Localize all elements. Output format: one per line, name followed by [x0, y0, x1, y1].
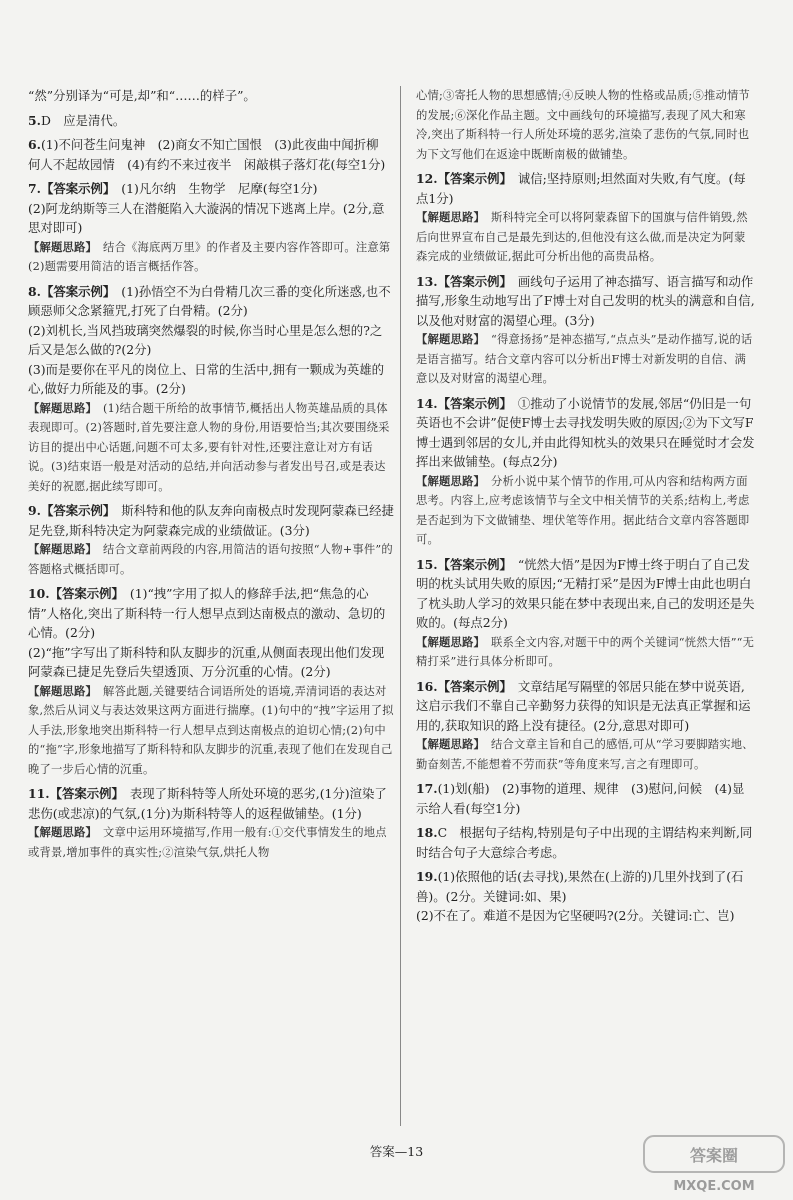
analysis-text: 分析小说中某个情节的作用,可从内容和结构两方面思考。内容上,应考虑该情节与全文中相关情节的关系;结构上,考虑是否起到为下文做铺垫、埋伏笔等作用。据此结合文章内容答题即可。 — [416, 474, 750, 546]
question-item — [28, 179, 394, 277]
question-number: 17. — [416, 781, 438, 796]
analysis-paragraph — [28, 682, 394, 780]
answer-text: (2)不在了。难道不是因为它坚硬吗?(2分。关键词:亡、岂) — [416, 908, 735, 923]
answer-paragraph — [416, 867, 756, 906]
answer-text: “然”分别译为“可是,却”和“……的样子”。 — [28, 88, 256, 103]
question-item — [416, 394, 756, 550]
analysis-text: (1)结合题干所给的故事情节,概括出人物英雄品质的具体表现即可。(2)答题时,首先要注意人物的身份,用语要恰当;其次要围绕采访目的提出中心话题,问题不可太多,要有针对性,还要注意让对方有话说。(3)结束语一般是对活动的总结,并向活动参与者发出号召,或是表达美好的祝愿,据此续写即可。 — [28, 401, 390, 493]
question-number: 7. — [28, 181, 41, 196]
analysis-tag: 【解题思路】 — [28, 825, 97, 839]
question-item — [416, 677, 756, 775]
answer-text: 诚信;坚持原则;坦然面对失败,有气度。(每点1分) — [416, 171, 746, 206]
question-item — [28, 86, 394, 106]
analysis-paragraph — [416, 330, 756, 389]
answer-example-tag: 【答案示例】 — [40, 503, 116, 518]
answer-paragraph — [416, 823, 756, 862]
answer-paragraph — [28, 199, 394, 238]
answer-paragraph — [28, 282, 394, 321]
analysis-tag: 【解题思路】 — [28, 683, 97, 698]
question-number: 5. — [28, 112, 41, 128]
answer-example-tag: 【答案示例】 — [437, 171, 512, 186]
analysis-text: “得意扬扬”是神态描写,“点点头”是动作描写,说的话是语言描写。结合文章内容可以分析出F博士对新发明的自信、满意以及对财富的渴望心理。 — [416, 333, 753, 385]
answer-text: (1)划(船) (2)事物的道理、规律 (3)慰问,问候 (4)显示给人看(每空1分) — [416, 781, 745, 816]
answer-example-tag: 【答案示例】 — [437, 395, 512, 411]
analysis-paragraph — [28, 238, 394, 277]
answer-example-tag: 【答案示例】 — [40, 181, 116, 196]
watermark-logo — [640, 1128, 790, 1196]
question-item — [416, 823, 756, 862]
answer-example-tag: 【答案示例】 — [437, 273, 512, 289]
answer-paragraph — [28, 643, 394, 682]
analysis-text: 结合《海底两万里》的作者及主要内容作答即可。注意第(2)题需要用简洁的语言概括作答。 — [28, 240, 391, 273]
question-item — [416, 555, 756, 672]
question-number: 11. — [28, 786, 50, 801]
question-item — [416, 867, 756, 926]
answer-paragraph — [28, 360, 394, 399]
answer-text: (1)凡尔纳 生物学 尼摩(每空1分) — [121, 181, 318, 196]
analysis-tag: 【解题思路】 — [28, 542, 97, 556]
page-footer: 答案—13 — [369, 1144, 424, 1159]
question-item — [28, 282, 394, 497]
question-number: 14. — [416, 395, 438, 411]
answer-text: 画线句子运用了神态描写、语言描写和动作描写,形象生动地写出了F博士对自己发明的枕头的满意和自信,以及他对财富的渴望心理。(3分) — [416, 273, 755, 328]
answer-text: (1)不问苍生问鬼神 (2)商女不知亡国恨 (3)此夜曲中闻折柳 何人不起故园情 (4)有约不来过夜半 闲敲棋子落灯花(每空1分) — [28, 137, 391, 172]
question-item — [28, 784, 394, 862]
analysis-tag: 【解题思路】 — [416, 737, 485, 751]
watermark-line1: 答案圈 — [689, 1146, 739, 1165]
question-item — [28, 135, 394, 174]
question-item — [28, 584, 394, 779]
analysis-paragraph — [416, 472, 756, 550]
answer-text: (1)“拽”字用了拟人的修辞手法,把“焦急的心情”人格化,突出了斯科特一行人想早点到达南极点的激动、急切的心情。(2分) — [28, 586, 386, 640]
analysis-text: 解答此题,关键要结合词语所处的语境,弄清词语的表达对象,然后从词义与表达效果这两方面进行揣摩。(1)句中的“拽”字运用了拟人手法,形象地突出斯科特一行人想早点到达南极点的迫切心情;(2)句中的“拖”字,形象地描写了斯科特和队友脚步的沉重,表现了他们在发现自己晚了一步后心情的沉重。 — [28, 684, 394, 776]
column-divider — [400, 86, 401, 1126]
answer-example-tag: 【答案示例】 — [49, 786, 124, 801]
answer-text: (3)而是要你在平凡的岗位上、日常的生活中,拥有一颗成为英雄的心,做好力所能及的事。(2分) — [28, 361, 385, 396]
answer-text: (2)“拖”字写出了斯科特和队友脚步的沉重,从侧面表现出他们发现阿蒙森已捷足先登后失望透顶、万分沉重的心情。(2分) — [28, 644, 385, 679]
question-number: 8. — [28, 283, 41, 299]
answer-paragraph — [416, 555, 756, 633]
answer-paragraph — [416, 677, 756, 736]
question-number: 9. — [28, 503, 41, 518]
analysis-text: 结合文章前两段的内容,用简洁的语句按照“人物+事件”的答题格式概括即可。 — [28, 543, 393, 576]
analysis-text: 联系全文内容,对题干中的两个关键词“恍然大悟”“无精打采”进行具体分析即可。 — [416, 635, 755, 668]
analysis-tag: 【解题思路】 — [28, 239, 97, 254]
question-number: 10. — [28, 586, 50, 601]
question-number: 16. — [416, 678, 438, 694]
analysis-tag: 【解题思路】 — [416, 332, 485, 346]
analysis-tag: 【解题思路】 — [416, 473, 485, 488]
question-number: 12. — [416, 171, 438, 186]
answer-example-tag: 【答案示例】 — [437, 556, 512, 572]
analysis-tag: 【解题思路】 — [416, 634, 485, 649]
answer-example-tag: 【答案示例】 — [40, 283, 116, 299]
answer-paragraph — [416, 169, 756, 208]
answer-paragraph — [28, 111, 394, 131]
watermark-line2: MXQE.COM — [673, 1179, 755, 1194]
answer-paragraph — [416, 86, 756, 164]
analysis-paragraph — [416, 633, 756, 672]
analysis-paragraph — [28, 823, 394, 862]
answer-paragraph — [28, 179, 394, 199]
answer-text: D 应是清代。 — [40, 112, 126, 128]
answer-text: 表现了斯科特等人所处环境的恶劣,(1分)渲染了悲伤(或悲凉)的气氛,(1分)为斯科特等人的返程做铺垫。(1分) — [28, 786, 387, 821]
answer-paragraph — [416, 906, 756, 926]
question-item — [28, 111, 394, 131]
question-number: 15. — [416, 556, 438, 572]
analysis-tag: 【解题思路】 — [28, 400, 97, 415]
answer-paragraph — [416, 779, 756, 818]
answer-paragraph — [28, 501, 394, 540]
answer-text: (2)阿龙纳斯等三人在潜艇陷入大漩涡的情况下逃离上岸。(2分,意思对即可) — [28, 200, 385, 235]
question-item — [28, 501, 394, 579]
analysis-paragraph — [28, 540, 394, 579]
answer-text: ①推动了小说情节的发展,邻居“仍旧是一句英语也不会讲”促使F博士去寻找发明失败的原因;②为下文写F博士遇到邻居的女儿,并由此得知枕头的效果只在睡觉时才会发挥出来做铺垫。(每点2分) — [416, 395, 755, 469]
answer-text: (1)孙悟空不为白骨精几次三番的变化所迷惑,也不顾惡师父念紧箍咒,打死了白骨精。(2分) — [28, 283, 391, 318]
answer-text: 心情;③寄托人物的思想感情;④反映人物的性格或品质;⑤推动情节的发展;⑥深化作品主题。文中画线句的环境描写,表现了风大和寒冷,突出了斯科特一行人所处环境的恶劣,渲染了悲伤的气氛,同时也为下文写他们在返途中既断南极的做铺垫。 — [416, 89, 750, 161]
answer-text: 文章结尾写隔壁的邻居只能在梦中说英语,这启示我们不靠自己辛勤努力获得的知识是无法真正掌握和运用的,获取知识的路上没有捷径。(2分,意思对即可) — [416, 678, 751, 733]
question-item — [416, 779, 756, 818]
question-number: 18. — [416, 825, 438, 840]
question-item — [416, 169, 756, 267]
answer-text: (1)依照他的话(去寻找),果然在(上游的)几里外找到了(石兽)。(2分。关键词:如、果) — [416, 869, 744, 904]
answer-text: “恍然大悟”是因为F博士终于明白了自己发明的枕头试用失败的原因;“无精打采”是因为F博士由此也明白了枕头助人学习的效果只能在梦中表现出来,自己的发明还是失败的。(每点2分) — [416, 556, 755, 630]
answer-paragraph — [28, 584, 394, 643]
answer-paragraph — [28, 321, 394, 360]
answer-paragraph — [416, 394, 756, 472]
analysis-text: 文章中运用环境描写,作用一般有:①交代事情发生的地点或背景,增加事件的真实性;②渲染气氛,烘托人物 — [28, 826, 387, 859]
answer-paragraph — [416, 272, 756, 331]
answer-text: 斯科特和他的队友奔向南极点时发现阿蒙森已经捷足先登,斯科特决定为阿蒙森完成的业绩做证。(3分) — [28, 503, 394, 538]
answer-paragraph — [28, 86, 394, 106]
question-item — [416, 272, 756, 389]
analysis-paragraph — [416, 208, 756, 267]
analysis-text: 斯科特完全可以将阿蒙森留下的国旗与信件销毁,然后向世界宣布自己是最先到达的,但他没有这么做,而是决定为阿蒙森完成的业绩做证,据此可分析出他的高贵品格。 — [416, 211, 748, 263]
answer-text: (2)刘机长,当风挡玻璃突然爆裂的时候,你当时心里是怎么想的?之后又是怎么做的?(2分) — [28, 322, 383, 357]
question-number: 6. — [28, 137, 41, 152]
answer-paragraph — [28, 135, 394, 174]
question-number: 13. — [416, 273, 438, 289]
analysis-text: 结合文章主旨和自己的感悟,可从“学习要脚踏实地、勤奋刻苦,不能想着不劳而获”等角度来写,言之有理即可。 — [416, 738, 754, 771]
left-column — [28, 86, 394, 867]
question-item — [416, 86, 756, 164]
answer-example-tag: 【答案示例】 — [49, 586, 124, 601]
analysis-paragraph — [416, 735, 756, 774]
answer-text: C 根据句子结构,特别是句子中出现的主谓结构来判断,同时结合句子大意综合考虑。 — [416, 825, 753, 860]
analysis-tag: 【解题思路】 — [416, 210, 485, 224]
right-column — [416, 86, 756, 931]
answer-example-tag: 【答案示例】 — [437, 678, 512, 694]
question-number: 19. — [416, 869, 438, 884]
answer-paragraph — [28, 784, 394, 823]
analysis-paragraph — [28, 399, 394, 497]
